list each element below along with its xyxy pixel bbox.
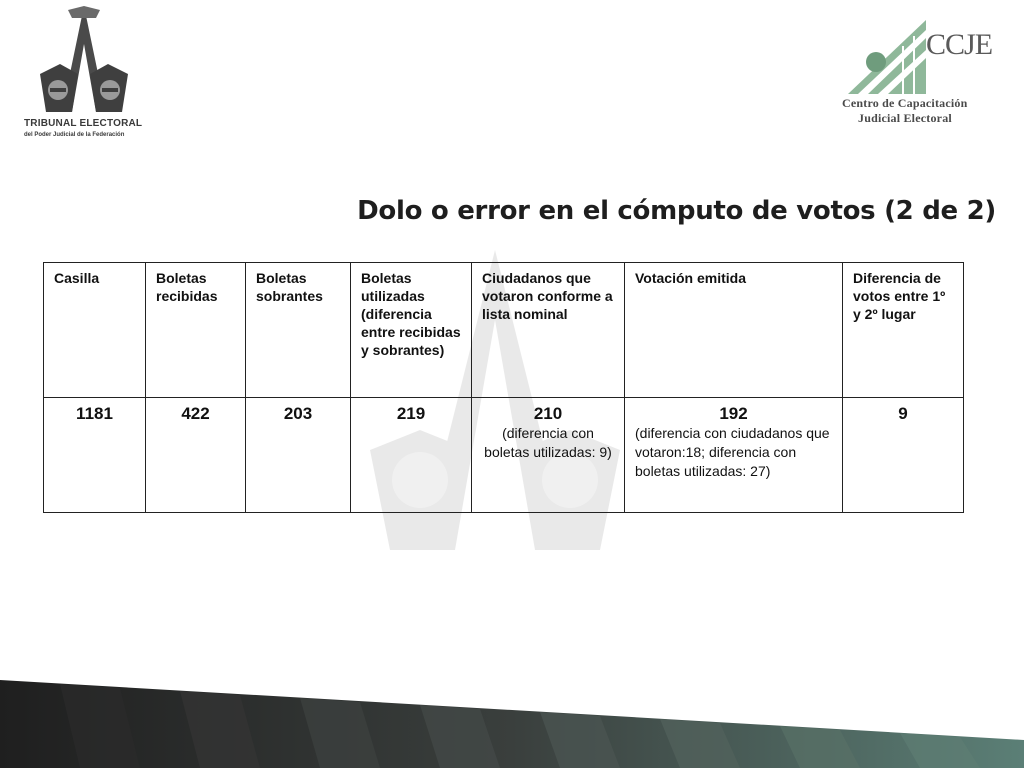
- ciudadanos-votaron-value: 210: [533, 404, 563, 423]
- cell-boletas-utilizadas: [351, 398, 472, 513]
- ccje-name-line1: Centro de Capacitación: [842, 96, 968, 110]
- cell-diferencia-votos: [843, 398, 964, 513]
- ccje-building-icon: [848, 16, 928, 94]
- vote-count-table: [43, 262, 964, 513]
- tribunal-name-line2: del Poder Judicial de la Federación: [24, 132, 125, 138]
- cell-ciudadanos-votaron: [472, 398, 625, 513]
- scales-of-justice-icon: [38, 4, 130, 112]
- boletas-utilizadas-value: 219: [396, 404, 426, 423]
- casilla-value: 1181: [76, 404, 113, 423]
- votacion-emitida-note: (diferencia con ciudadanos que votaron:18; diferencia con boletas utilizadas: 27): [635, 425, 830, 479]
- header-diferencia-votos: Diferencia de votos entre 1º y 2º lugar: [843, 263, 964, 398]
- page-title: Dolo o error en el cómputo de votos (2 de 2): [357, 196, 996, 226]
- tribunal-name-line1: TRIBUNAL ELECTORAL: [24, 118, 143, 129]
- header-ciudadanos-votaron: Ciudadanos que votaron conforme a lista nominal: [472, 263, 625, 398]
- ciudadanos-votaron-note: (diferencia con boletas utilizadas: 9): [484, 425, 612, 460]
- tribunal-logo: [20, 4, 150, 144]
- boletas-sobrantes-value: 203: [283, 404, 313, 423]
- header-boletas-recibidas: Boletas recibidas: [146, 263, 246, 398]
- cell-votacion-emitida: [625, 398, 843, 513]
- votacion-emitida-value: 192: [719, 404, 748, 423]
- ccje-logo: [836, 12, 1006, 127]
- table-header-row: [44, 263, 964, 398]
- ccje-acronym: CCJE: [926, 28, 993, 61]
- boletas-recibidas-value: 422: [181, 404, 210, 423]
- header-boletas-utilizadas: Boletas utilizadas (diferencia entre recibidas y sobrantes): [351, 263, 472, 398]
- cell-boletas-sobrantes: [246, 398, 351, 513]
- header-votacion-emitida: Votación emitida: [625, 263, 843, 398]
- table-row: [44, 398, 964, 513]
- header-boletas-sobrantes: Boletas sobrantes: [246, 263, 351, 398]
- cell-boletas-recibidas: [146, 398, 246, 513]
- footer-decorative-band: [0, 660, 1024, 768]
- ccje-name-line2: Judicial Electoral: [858, 111, 952, 125]
- cell-casilla: [44, 398, 146, 513]
- header-casilla: Casilla: [44, 263, 146, 398]
- diferencia-votos-value: 9: [898, 404, 908, 423]
